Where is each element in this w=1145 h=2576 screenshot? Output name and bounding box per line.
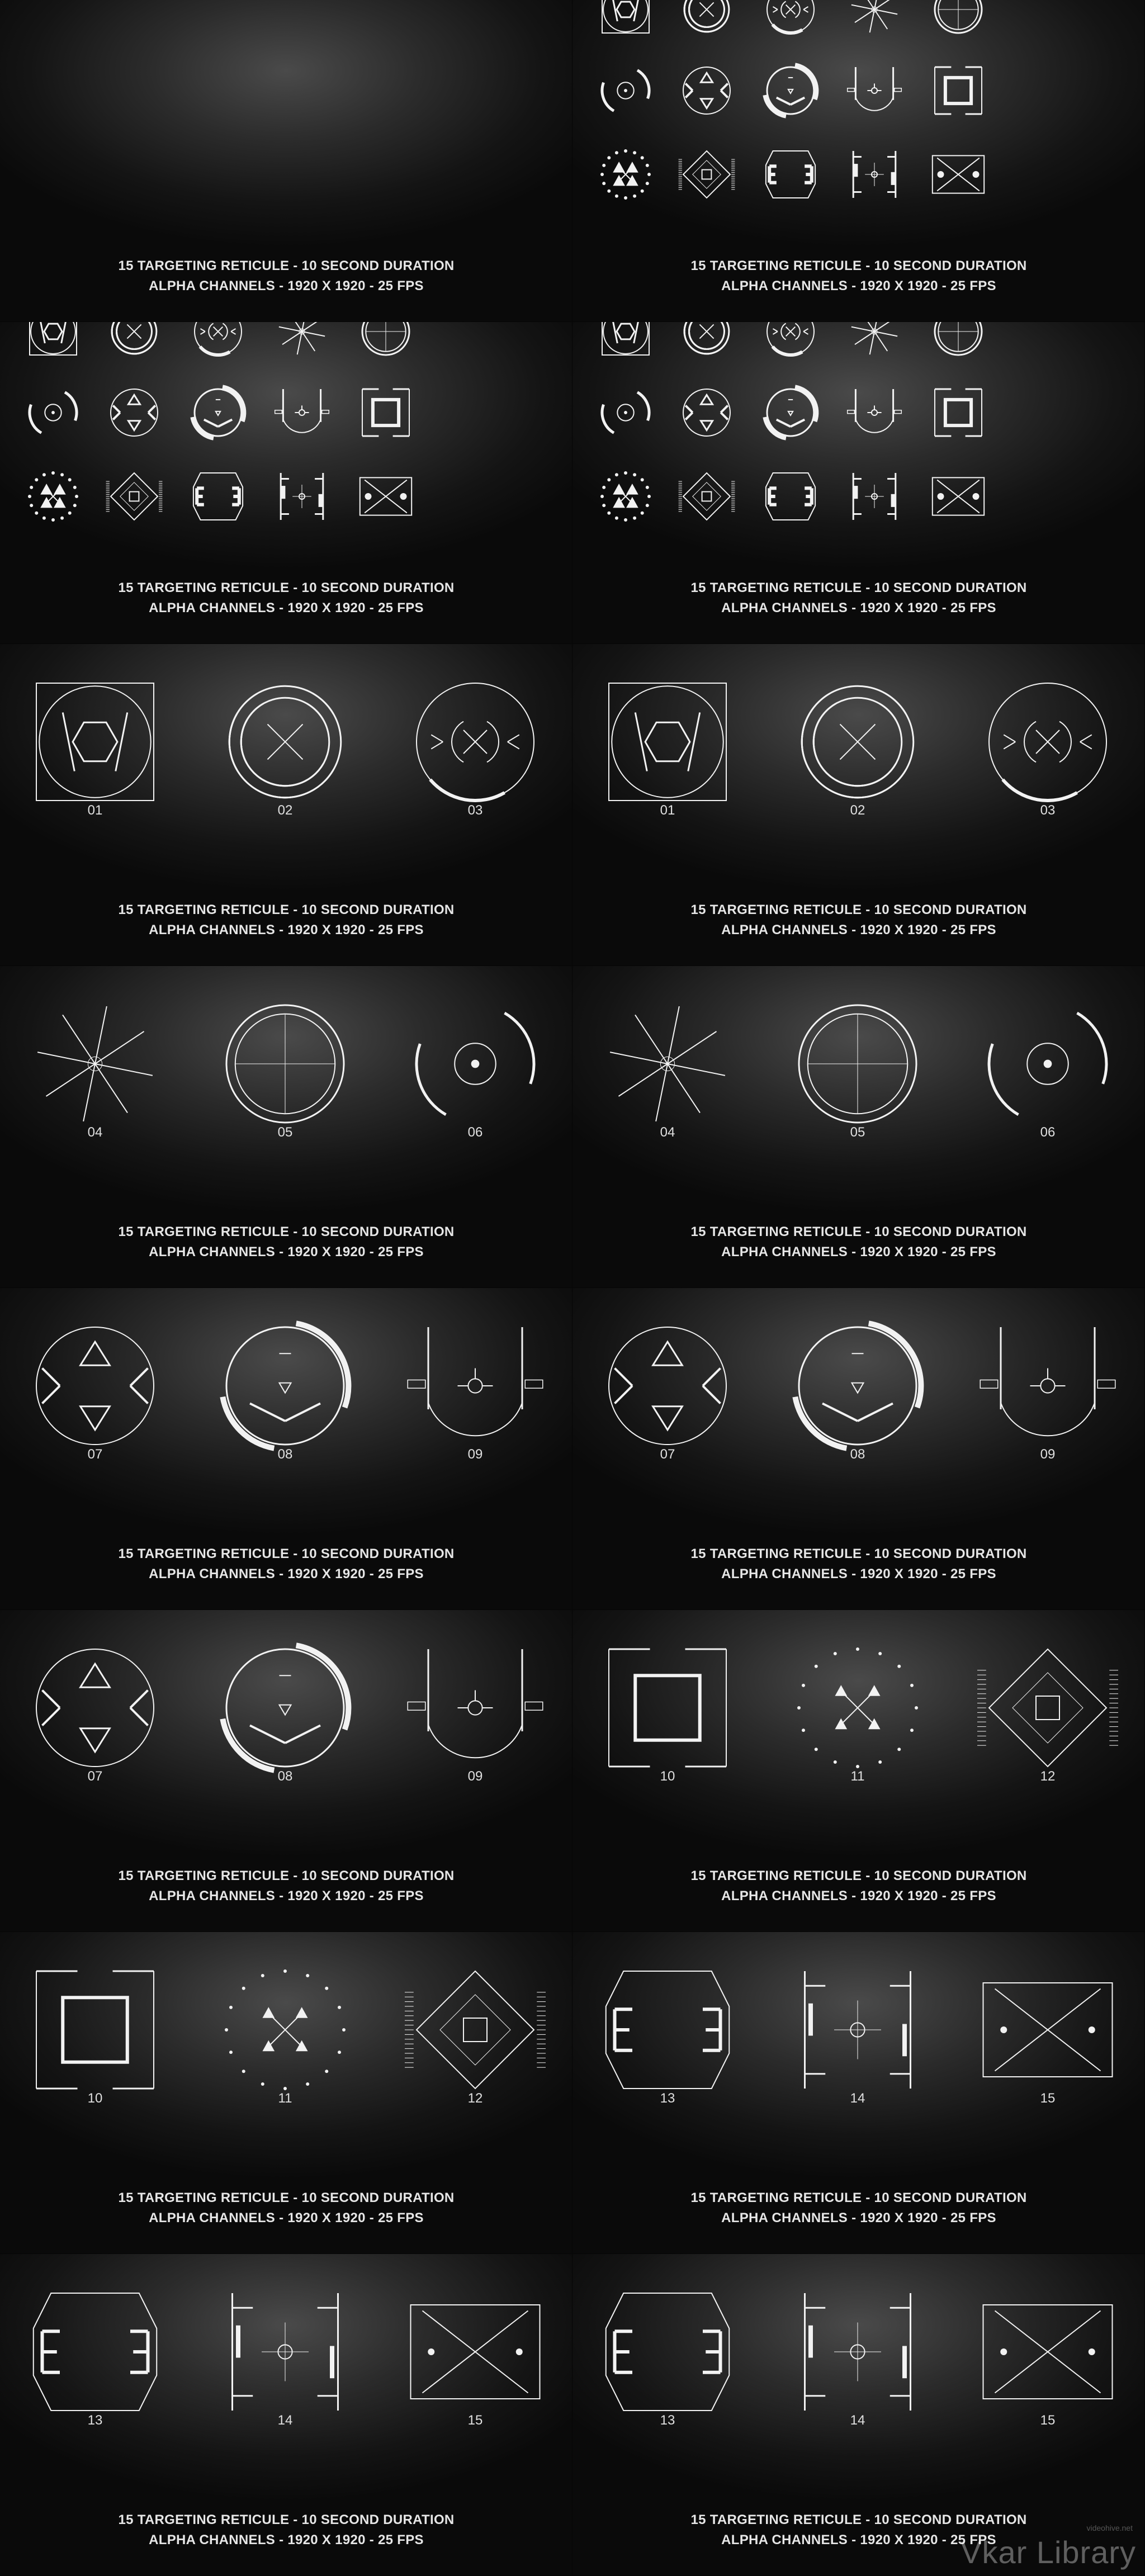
preview-panel — [0, 2254, 572, 2576]
caption-line1: 15 TARGETING RETICULE - 10 SECOND DURATION — [118, 2512, 455, 2527]
reticule-number: 09 — [467, 1769, 483, 1784]
reticule-14 — [281, 473, 323, 520]
reticule-11 — [28, 471, 78, 522]
reticule-number: 03 — [467, 803, 483, 818]
reticule-1 — [30, 322, 77, 355]
caption-line1: 15 TARGETING RETICULE - 10 SECOND DURATION — [690, 1546, 1027, 1561]
reticule-7 — [683, 389, 730, 436]
caption-line2: ALPHA CHANNELS - 1920 X 1920 - 25 FPS — [149, 922, 424, 937]
reticule-4 — [37, 1006, 153, 1121]
reticule-2 — [684, 322, 729, 354]
reticule-5 — [362, 322, 409, 355]
reticule-9 — [275, 389, 329, 433]
reticule-4 — [610, 1006, 725, 1121]
caption-line2: ALPHA CHANNELS - 1920 X 1920 - 25 FPS — [721, 1888, 996, 1903]
preview-panel — [0, 1932, 572, 2254]
reticule-7 — [111, 389, 158, 436]
reticule-4 — [851, 0, 897, 32]
preview-panel — [572, 966, 1145, 1288]
reticule-5 — [935, 0, 982, 33]
reticule-8 — [223, 1323, 348, 1448]
caption-line2: ALPHA CHANNELS - 1920 X 1920 - 25 FPS — [149, 1244, 424, 1259]
reticule-number: 03 — [1040, 803, 1056, 818]
reticule-7 — [683, 67, 730, 114]
caption-line1: 15 TARGETING RETICULE - 10 SECOND DURATION — [690, 2512, 1027, 2527]
reticule-14 — [853, 151, 896, 198]
reticule-number: 08 — [850, 1447, 865, 1462]
reticule-10 — [36, 1971, 154, 2089]
reticule-8 — [795, 1323, 921, 1448]
reticule-14 — [805, 1971, 911, 2089]
reticule-number: 14 — [277, 2413, 293, 2428]
reticule-6 — [602, 392, 649, 433]
reticule-11 — [225, 1969, 346, 2090]
caption-line1: 15 TARGETING RETICULE - 10 SECOND DURATION — [118, 1868, 455, 1883]
reticule-1 — [609, 683, 726, 801]
watermark-logo: Vkar Library — [961, 2535, 1136, 2570]
reticule-number: 05 — [277, 1125, 293, 1140]
caption-line2: ALPHA CHANNELS - 1920 X 1920 - 25 FPS — [721, 922, 996, 937]
reticule-15 — [983, 2305, 1113, 2399]
reticule-number: 05 — [850, 1125, 865, 1140]
reticule-number: 12 — [1040, 1769, 1056, 1784]
reticule-4 — [851, 322, 897, 354]
caption-line2: ALPHA CHANNELS - 1920 X 1920 - 25 FPS — [149, 600, 424, 615]
caption-line1: 15 TARGETING RETICULE - 10 SECOND DURATION — [690, 1868, 1027, 1883]
reticule-8 — [223, 1645, 348, 1770]
reticule-number: 15 — [1040, 2413, 1056, 2428]
preview-panel — [0, 1288, 572, 1610]
caption-line1: 15 TARGETING RETICULE - 10 SECOND DURATION — [690, 258, 1027, 273]
preview-panel — [572, 1288, 1145, 1610]
reticule-12 — [405, 1971, 546, 2089]
preview-panel — [0, 644, 572, 966]
caption-line1: 15 TARGETING RETICULE - 10 SECOND DURATION — [118, 580, 455, 595]
reticule-9 — [848, 67, 902, 111]
reticule-15 — [933, 155, 984, 193]
reticule-number: 15 — [1040, 2091, 1056, 2106]
reticule-number: 14 — [850, 2091, 865, 2106]
reticule-number: 08 — [277, 1447, 293, 1462]
reticule-13 — [193, 473, 243, 520]
caption-line2: ALPHA CHANNELS - 1920 X 1920 - 25 FPS — [721, 600, 996, 615]
reticule-number: 14 — [850, 2413, 865, 2428]
preview-panel — [0, 322, 572, 644]
reticule-number: 02 — [850, 803, 865, 818]
reticule-number: 06 — [1040, 1125, 1056, 1140]
preview-panel — [572, 0, 1145, 322]
reticule-14 — [853, 473, 896, 520]
reticule-13 — [766, 473, 815, 520]
reticule-number: 01 — [660, 803, 675, 818]
reticule-12 — [106, 473, 163, 520]
reticule-3 — [767, 322, 814, 355]
reticule-number: 10 — [660, 1769, 675, 1784]
caption-line2: ALPHA CHANNELS - 1920 X 1920 - 25 FPS — [721, 2210, 996, 2225]
preview-panel — [572, 1610, 1145, 1932]
reticule-8 — [193, 387, 243, 437]
reticule-1 — [602, 0, 649, 33]
watermark-url: videohive.net — [1086, 2523, 1133, 2532]
caption-line1: 15 TARGETING RETICULE - 10 SECOND DURATION — [690, 2190, 1027, 2205]
preview-panel — [572, 322, 1145, 644]
reticule-8 — [765, 65, 816, 115]
caption-line1: 15 TARGETING RETICULE - 10 SECOND DURATION — [118, 258, 455, 273]
reticule-13 — [606, 2293, 730, 2411]
caption-line1: 15 TARGETING RETICULE - 10 SECOND DURATION — [690, 1224, 1027, 1239]
reticule-number: 13 — [87, 2413, 103, 2428]
reticule-2 — [229, 686, 341, 798]
reticule-number: 11 — [278, 2091, 292, 2106]
reticule-12 — [977, 1649, 1118, 1767]
reticule-9 — [980, 1327, 1115, 1436]
reticule-number: 13 — [660, 2413, 675, 2428]
reticule-6 — [989, 1013, 1106, 1115]
reticule-6 — [30, 392, 77, 433]
reticule-5 — [226, 1005, 344, 1123]
reticule-6 — [602, 70, 649, 111]
preview-panel — [572, 1932, 1145, 2254]
reticule-number: 09 — [1040, 1447, 1056, 1462]
reticule-5 — [799, 1005, 916, 1123]
reticule-13 — [766, 151, 815, 198]
reticule-7 — [609, 1327, 726, 1445]
reticule-1 — [602, 322, 649, 355]
reticule-14 — [233, 2293, 338, 2411]
reticule-13 — [34, 2293, 157, 2411]
caption-line2: ALPHA CHANNELS - 1920 X 1920 - 25 FPS — [149, 278, 424, 293]
reticule-number: 12 — [467, 2091, 483, 2106]
caption-line1: 15 TARGETING RETICULE - 10 SECOND DURATION — [690, 902, 1027, 917]
reticule-15 — [360, 477, 411, 515]
reticule-11 — [797, 1647, 918, 1768]
caption-line2: ALPHA CHANNELS - 1920 X 1920 - 25 FPS — [721, 2532, 996, 2547]
reticule-number: 08 — [277, 1769, 293, 1784]
reticule-6 — [417, 1013, 534, 1115]
caption-line2: ALPHA CHANNELS - 1920 X 1920 - 25 FPS — [149, 2532, 424, 2547]
reticule-number: 04 — [660, 1125, 675, 1140]
reticule-number: 06 — [467, 1125, 483, 1140]
reticule-number: 02 — [277, 803, 293, 818]
reticule-3 — [989, 683, 1106, 801]
reticule-2 — [684, 0, 729, 32]
caption-line2: ALPHA CHANNELS - 1920 X 1920 - 25 FPS — [721, 1566, 996, 1581]
reticule-12 — [679, 151, 735, 198]
preview-panel — [0, 966, 572, 1288]
reticule-12 — [679, 473, 735, 520]
reticule-9 — [408, 1649, 543, 1758]
reticule-14 — [805, 2293, 911, 2411]
reticule-15 — [983, 1983, 1113, 2077]
caption-line1: 15 TARGETING RETICULE - 10 SECOND DURATION — [118, 2190, 455, 2205]
reticule-7 — [36, 1649, 154, 1767]
reticule-number: 01 — [87, 803, 103, 818]
preview-panel — [0, 1610, 572, 1932]
reticule-2 — [112, 322, 157, 354]
reticule-7 — [36, 1327, 154, 1445]
caption-line1: 15 TARGETING RETICULE - 10 SECOND DURATION — [690, 580, 1027, 595]
reticule-2 — [802, 686, 914, 798]
reticule-13 — [606, 1971, 730, 2089]
reticule-number: 07 — [87, 1769, 103, 1784]
reticule-10 — [935, 67, 982, 114]
reticule-number: 10 — [87, 2091, 103, 2106]
caption-line2: ALPHA CHANNELS - 1920 X 1920 - 25 FPS — [721, 1244, 996, 1259]
reticule-11 — [600, 149, 651, 200]
reticule-5 — [935, 322, 982, 355]
caption-line1: 15 TARGETING RETICULE - 10 SECOND DURATION — [118, 1546, 455, 1561]
reticule-3 — [767, 0, 814, 33]
reticule-15 — [933, 477, 984, 515]
caption-line2: ALPHA CHANNELS - 1920 X 1920 - 25 FPS — [149, 1888, 424, 1903]
reticule-number: 04 — [87, 1125, 103, 1140]
caption-line2: ALPHA CHANNELS - 1920 X 1920 - 25 FPS — [149, 2210, 424, 2225]
reticule-number: 09 — [467, 1447, 483, 1462]
reticule-10 — [362, 389, 409, 436]
preview-panel — [572, 2254, 1145, 2576]
preview-panel — [572, 644, 1145, 966]
reticule-1 — [36, 683, 154, 801]
reticule-9 — [408, 1327, 543, 1436]
reticule-3 — [195, 322, 242, 355]
preview-panel — [0, 0, 572, 322]
reticule-number: 07 — [87, 1447, 103, 1462]
reticule-number: 13 — [660, 2091, 675, 2106]
reticule-11 — [600, 471, 651, 522]
reticule-15 — [411, 2305, 540, 2399]
reticule-number: 15 — [467, 2413, 483, 2428]
reticule-8 — [765, 387, 816, 437]
reticule-9 — [848, 389, 902, 433]
caption-line1: 15 TARGETING RETICULE - 10 SECOND DURATION — [118, 1224, 455, 1239]
reticule-3 — [417, 683, 534, 801]
reticule-10 — [935, 389, 982, 436]
caption-line1: 15 TARGETING RETICULE - 10 SECOND DURATION — [118, 902, 455, 917]
caption-line2: ALPHA CHANNELS - 1920 X 1920 - 25 FPS — [149, 1566, 424, 1581]
reticule-number: 07 — [660, 1447, 675, 1462]
reticule-number: 11 — [850, 1769, 865, 1784]
reticule-4 — [279, 322, 325, 354]
caption-line2: ALPHA CHANNELS - 1920 X 1920 - 25 FPS — [721, 278, 996, 293]
reticule-10 — [609, 1649, 726, 1767]
